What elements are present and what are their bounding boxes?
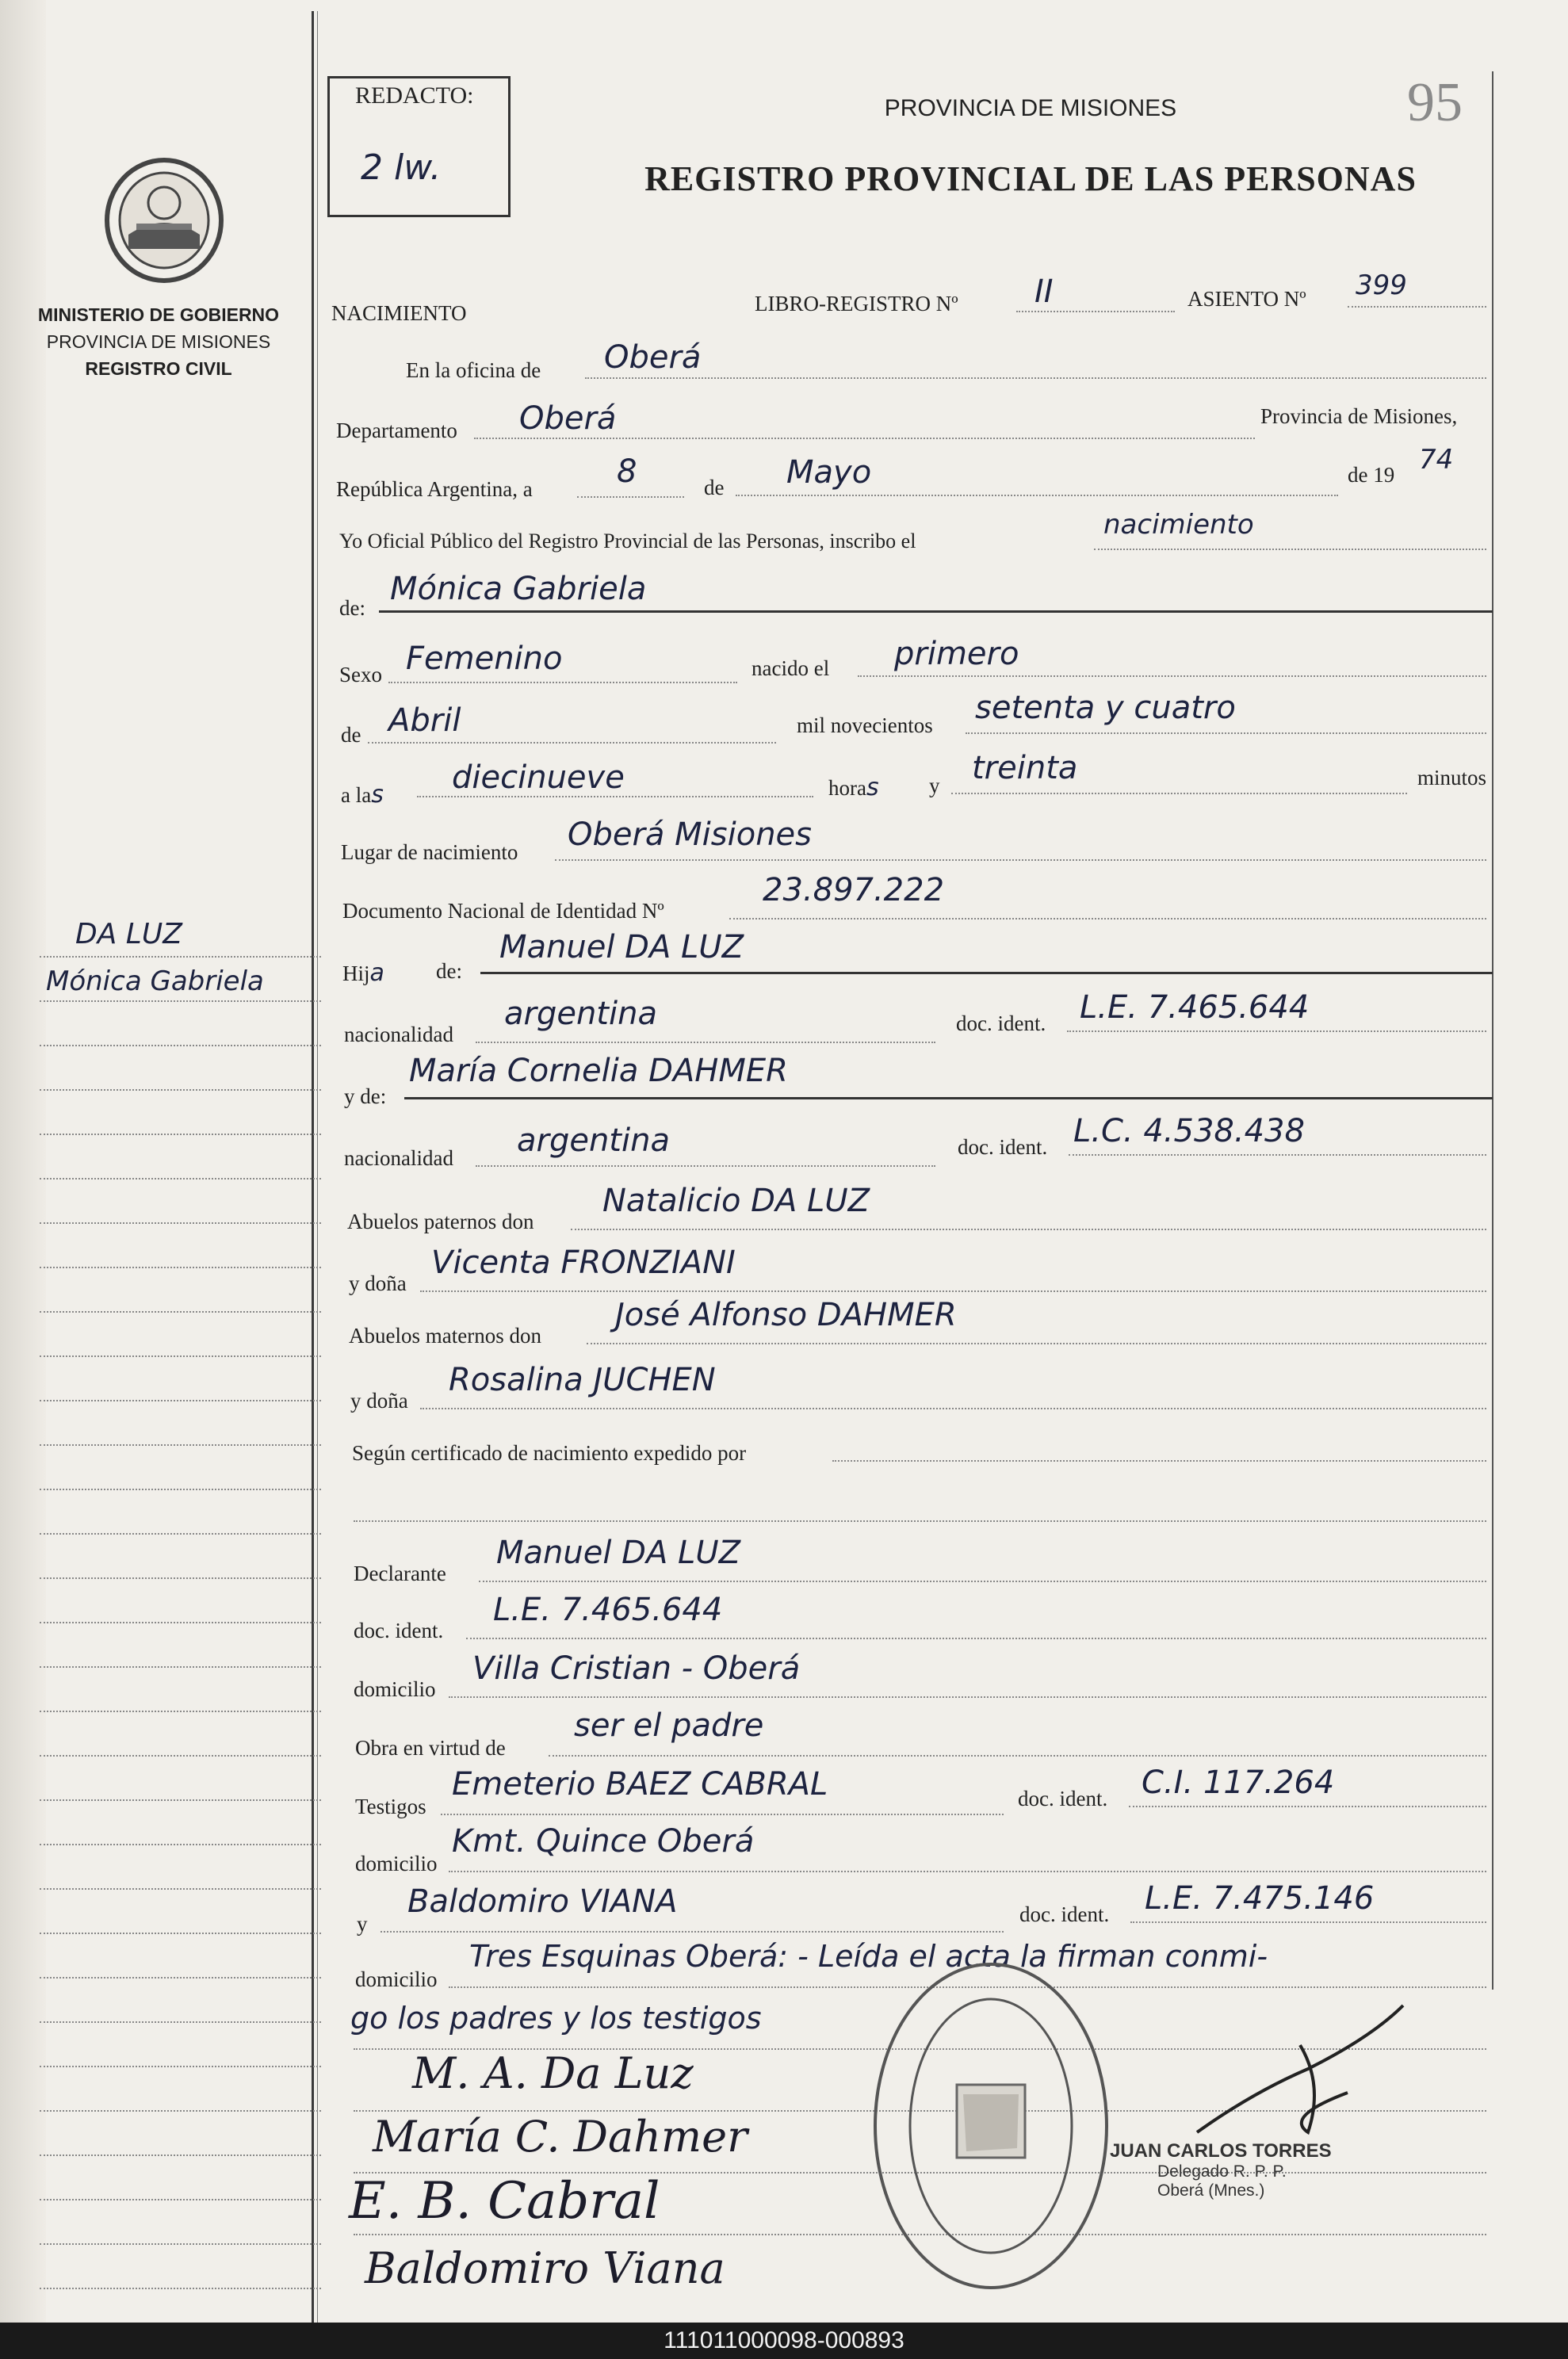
inscribo-line [1094, 549, 1486, 550]
lugar-label: Lugar de nacimiento [341, 840, 518, 864]
testigo1-dom: Kmt. Quince Oberá [452, 1823, 755, 1860]
signature-father: M. A. Da Luz [412, 2048, 694, 2098]
oficina-value: Oberá [604, 339, 702, 376]
madre-label: y de: [344, 1084, 387, 1108]
oficina-line [585, 377, 1486, 379]
signature-witness-2: Baldomiro Viana [365, 2243, 725, 2293]
testigo2-value: Baldomiro VIANA [407, 1883, 678, 1920]
anio-nac-line [966, 732, 1486, 734]
lugar-value: Oberá Misiones [568, 816, 813, 853]
libro-value: II [1034, 273, 1054, 310]
testigo1-dom-line [449, 1871, 1486, 1872]
abuela-mat-value: Rosalina JUCHEN [449, 1362, 716, 1398]
abuelo-mat-value: José Alfonso DAHMER [615, 1297, 957, 1333]
dni-value: 23.897.222 [763, 872, 945, 908]
dni-line [729, 918, 1486, 920]
testigo1-doc-line [1129, 1806, 1486, 1807]
testigo2-dom-label: domicilio [355, 1967, 438, 1991]
abuela-mat-line [420, 1408, 1486, 1409]
testigo1-dom-label: domicilio [355, 1852, 438, 1875]
horas-value: diecinueve [452, 759, 625, 796]
decl-doc-label: doc. ident. [354, 1619, 444, 1642]
anio-nac-value: setenta y cuatro [975, 690, 1236, 726]
padre-doc-label: doc. ident. [956, 1011, 1046, 1035]
padre-doc-line [1067, 1030, 1486, 1032]
abuelos-mat-label: Abuelos maternos don [349, 1324, 541, 1348]
asiento-label: ASIENTO Nº [1187, 287, 1306, 311]
signature-mother: María C. Dahmer [373, 2112, 748, 2162]
obra-line [549, 1755, 1486, 1757]
decl-dom-line [449, 1696, 1486, 1698]
testigo2-y-label: y [357, 1912, 368, 1936]
right-border [1492, 71, 1493, 1990]
dni-label: Documento Nacional de Identidad Nº [342, 899, 664, 923]
margin-line [40, 2066, 321, 2067]
testigo2-doc: L.E. 7.475.146 [1145, 1880, 1375, 1917]
delegate-title: Delegado R. P. P. [1157, 2162, 1287, 2181]
footer-code: 111011000098-000893 [664, 2327, 904, 2353]
ministry-line2: PROVINCIA DE MISIONES [46, 331, 271, 352]
minutos-label: minutos [1417, 766, 1487, 790]
margin-line [40, 2154, 321, 2156]
margin-line [40, 1311, 321, 1313]
yo-label: Yo Oficial Público del Registro Provincial de las Personas, inscribo el [339, 530, 916, 552]
margin-line [40, 2199, 321, 2200]
anio-label: de 19 [1348, 463, 1395, 487]
testigo2-dom: Tres Esquinas Oberá: - Leída el acta la firman conmi- [469, 1939, 1268, 1974]
delegate-name: JUAN CARLOS TORRES [1110, 2140, 1332, 2162]
decl-doc-line [466, 1638, 1486, 1639]
ala-label: a las [341, 781, 384, 809]
nombre-value: Mónica Gabriela [390, 571, 647, 607]
margin-line [40, 1045, 321, 1046]
mil-label: mil novecientos [797, 713, 933, 737]
y-label: y [929, 774, 940, 797]
hij-label: Hija [342, 959, 384, 987]
madre-value: María Cornelia DAHMER [409, 1053, 788, 1089]
provincia-label: Provincia de Misiones, [1260, 404, 1458, 428]
nombre-label: de: [339, 596, 365, 620]
margin-line [40, 2021, 321, 2023]
declarante-label: Declarante [354, 1562, 446, 1585]
testigo2-line [381, 1931, 1004, 1933]
mes-nac-value: Abril [388, 702, 461, 739]
padre-nac-line [476, 1042, 935, 1043]
dia-value: 8 [617, 453, 637, 490]
margin-line [40, 1089, 321, 1091]
margin-line [40, 1222, 321, 1224]
record-type: NACIMIENTO [331, 301, 467, 325]
page-number: 95 [1407, 72, 1463, 133]
madre-nac-line [476, 1165, 935, 1167]
madre-nac-label: nacionalidad [344, 1146, 453, 1170]
signature-witness-1: E. B. Cabral [349, 2172, 660, 2231]
madre-nac-value: argentina [517, 1122, 670, 1159]
abuela-pat-value: Vicenta FRONZIANI [431, 1244, 736, 1281]
dia-line [577, 496, 684, 498]
margin-line [40, 2288, 321, 2289]
redacto-label: REDACTO: [355, 82, 474, 109]
segun-line-2 [354, 1520, 1486, 1522]
margin-line [40, 1267, 321, 1268]
margin-line [40, 1622, 321, 1623]
decl-dom-value: Villa Cristian - Oberá [472, 1650, 801, 1687]
margin-line [40, 1977, 321, 1979]
madre-doc-line [1069, 1154, 1486, 1156]
segun-label: Según certificado de nacimiento expedido por [352, 1441, 747, 1465]
madre-doc-value: L.C. 4.538.438 [1073, 1113, 1305, 1149]
margin-line [40, 1444, 321, 1446]
testigo2-doc-line [1130, 1921, 1486, 1923]
sexo-value: Femenino [406, 640, 563, 677]
margin-line [40, 1711, 321, 1712]
mes-value: Mayo [786, 454, 872, 491]
padre-nac-value: argentina [504, 996, 657, 1032]
padre-value: Manuel DA LUZ [499, 929, 744, 965]
segun-line [832, 1460, 1486, 1462]
de2-label: de [341, 723, 361, 747]
abuelo-pat-line [571, 1229, 1486, 1230]
margin-rule-inner [317, 11, 318, 2323]
nacido-value: primero [894, 636, 1019, 672]
header-province: PROVINCIA DE MISIONES [884, 95, 1177, 121]
testigo2-doc-label: doc. ident. [1019, 1902, 1110, 1926]
departamento-line [474, 438, 1255, 439]
madre-line [404, 1097, 1493, 1099]
registry-stamp-icon [868, 1958, 1114, 2295]
departamento-label: Departamento [336, 419, 457, 442]
minutos-value: treinta [972, 750, 1078, 786]
mes-nac-line [368, 742, 776, 744]
margin-line [40, 1355, 321, 1357]
padre-nac-label: nacionalidad [344, 1023, 453, 1046]
horas-label: horas [828, 774, 879, 801]
sexo-label: Sexo [339, 663, 382, 686]
inscribo-value: nacimiento [1103, 509, 1254, 541]
padre-line [480, 972, 1493, 974]
testigo1-doc-label: doc. ident. [1018, 1787, 1108, 1810]
obra-value: ser el padre [574, 1707, 764, 1744]
margin-line [40, 2110, 321, 2112]
nombre-line [379, 610, 1493, 613]
decl-doc-value: L.E. 7.465.644 [493, 1592, 723, 1628]
margin-line [40, 1799, 321, 1801]
obra-label: Obra en virtud de [355, 1736, 506, 1760]
cierre-value: go los padres y los testigos [350, 2001, 762, 2036]
delegate-signature-icon [1189, 1998, 1411, 2156]
margin-line [40, 1489, 321, 1490]
hij-de-label: de: [436, 959, 462, 983]
lugar-line [555, 859, 1486, 861]
oficina-label: En la oficina de [406, 358, 541, 382]
abuelos-pat-label: Abuelos paternos don [347, 1210, 534, 1233]
margin-line [40, 1134, 321, 1135]
madre-doc-label: doc. ident. [958, 1135, 1048, 1159]
ministry-line3: REGISTRO CIVIL [85, 358, 232, 379]
margin-line [40, 2243, 321, 2245]
ministry-seal-icon [101, 155, 227, 285]
republica-label: República Argentina, a [336, 477, 533, 501]
asiento-line [1348, 306, 1486, 308]
nacido-line [858, 675, 1486, 677]
abuela-pat-line [420, 1290, 1486, 1292]
ministry-line1: MINISTERIO DE GOBIERNO [37, 304, 280, 325]
asiento-value: 399 [1356, 270, 1407, 301]
declarante-value: Manuel DA LUZ [496, 1535, 741, 1571]
margin-given-names: Mónica Gabriela [46, 965, 264, 997]
anio-value: 74 [1419, 444, 1454, 476]
margin-surname: DA LUZ [75, 918, 182, 950]
margin-line [40, 1933, 321, 1934]
margin-line [40, 1666, 321, 1668]
mes-line [736, 495, 1338, 496]
sexo-line [388, 682, 737, 683]
margin-line [40, 1533, 321, 1535]
declarante-line [479, 1581, 1486, 1582]
testigo1-doc: C.I. 117.264 [1142, 1764, 1335, 1801]
testigo1-value: Emeterio BAEZ CABRAL [452, 1766, 828, 1803]
margin-line-1 [40, 956, 321, 958]
margin-line [40, 1178, 321, 1180]
abuelo-mat-line [587, 1343, 1486, 1344]
decl-dom-label: domicilio [354, 1677, 436, 1701]
margin-line [40, 1755, 321, 1757]
margin-line [40, 1888, 321, 1890]
libro-label: LIBRO-REGISTRO Nº [755, 292, 958, 315]
margin-line [40, 1400, 321, 1401]
margin-line-2 [40, 1000, 321, 1002]
testigos-label: Testigos [355, 1795, 426, 1818]
libro-line [1016, 311, 1175, 312]
delegate-place: Oberá (Mnes.) [1157, 2181, 1265, 2200]
minutos-line [951, 793, 1407, 794]
header-registry: REGISTRO PROVINCIAL DE LAS PERSONAS [644, 159, 1417, 198]
horas-line [417, 796, 813, 797]
abuela-pat-label: y doña [349, 1271, 407, 1295]
departamento-value: Oberá [519, 400, 617, 437]
nacido-label: nacido el [751, 656, 830, 680]
abuelo-pat-value: Natalicio DA LUZ [602, 1183, 870, 1219]
testigo1-line [441, 1814, 1004, 1815]
padre-doc-value: L.E. 7.465.644 [1080, 989, 1310, 1026]
margin-line [40, 1577, 321, 1579]
de-label: de [704, 476, 725, 499]
margin-line [40, 1844, 321, 1845]
redacto-value: 2 lw. [361, 147, 442, 188]
abuela-mat-label: y doña [350, 1389, 408, 1413]
